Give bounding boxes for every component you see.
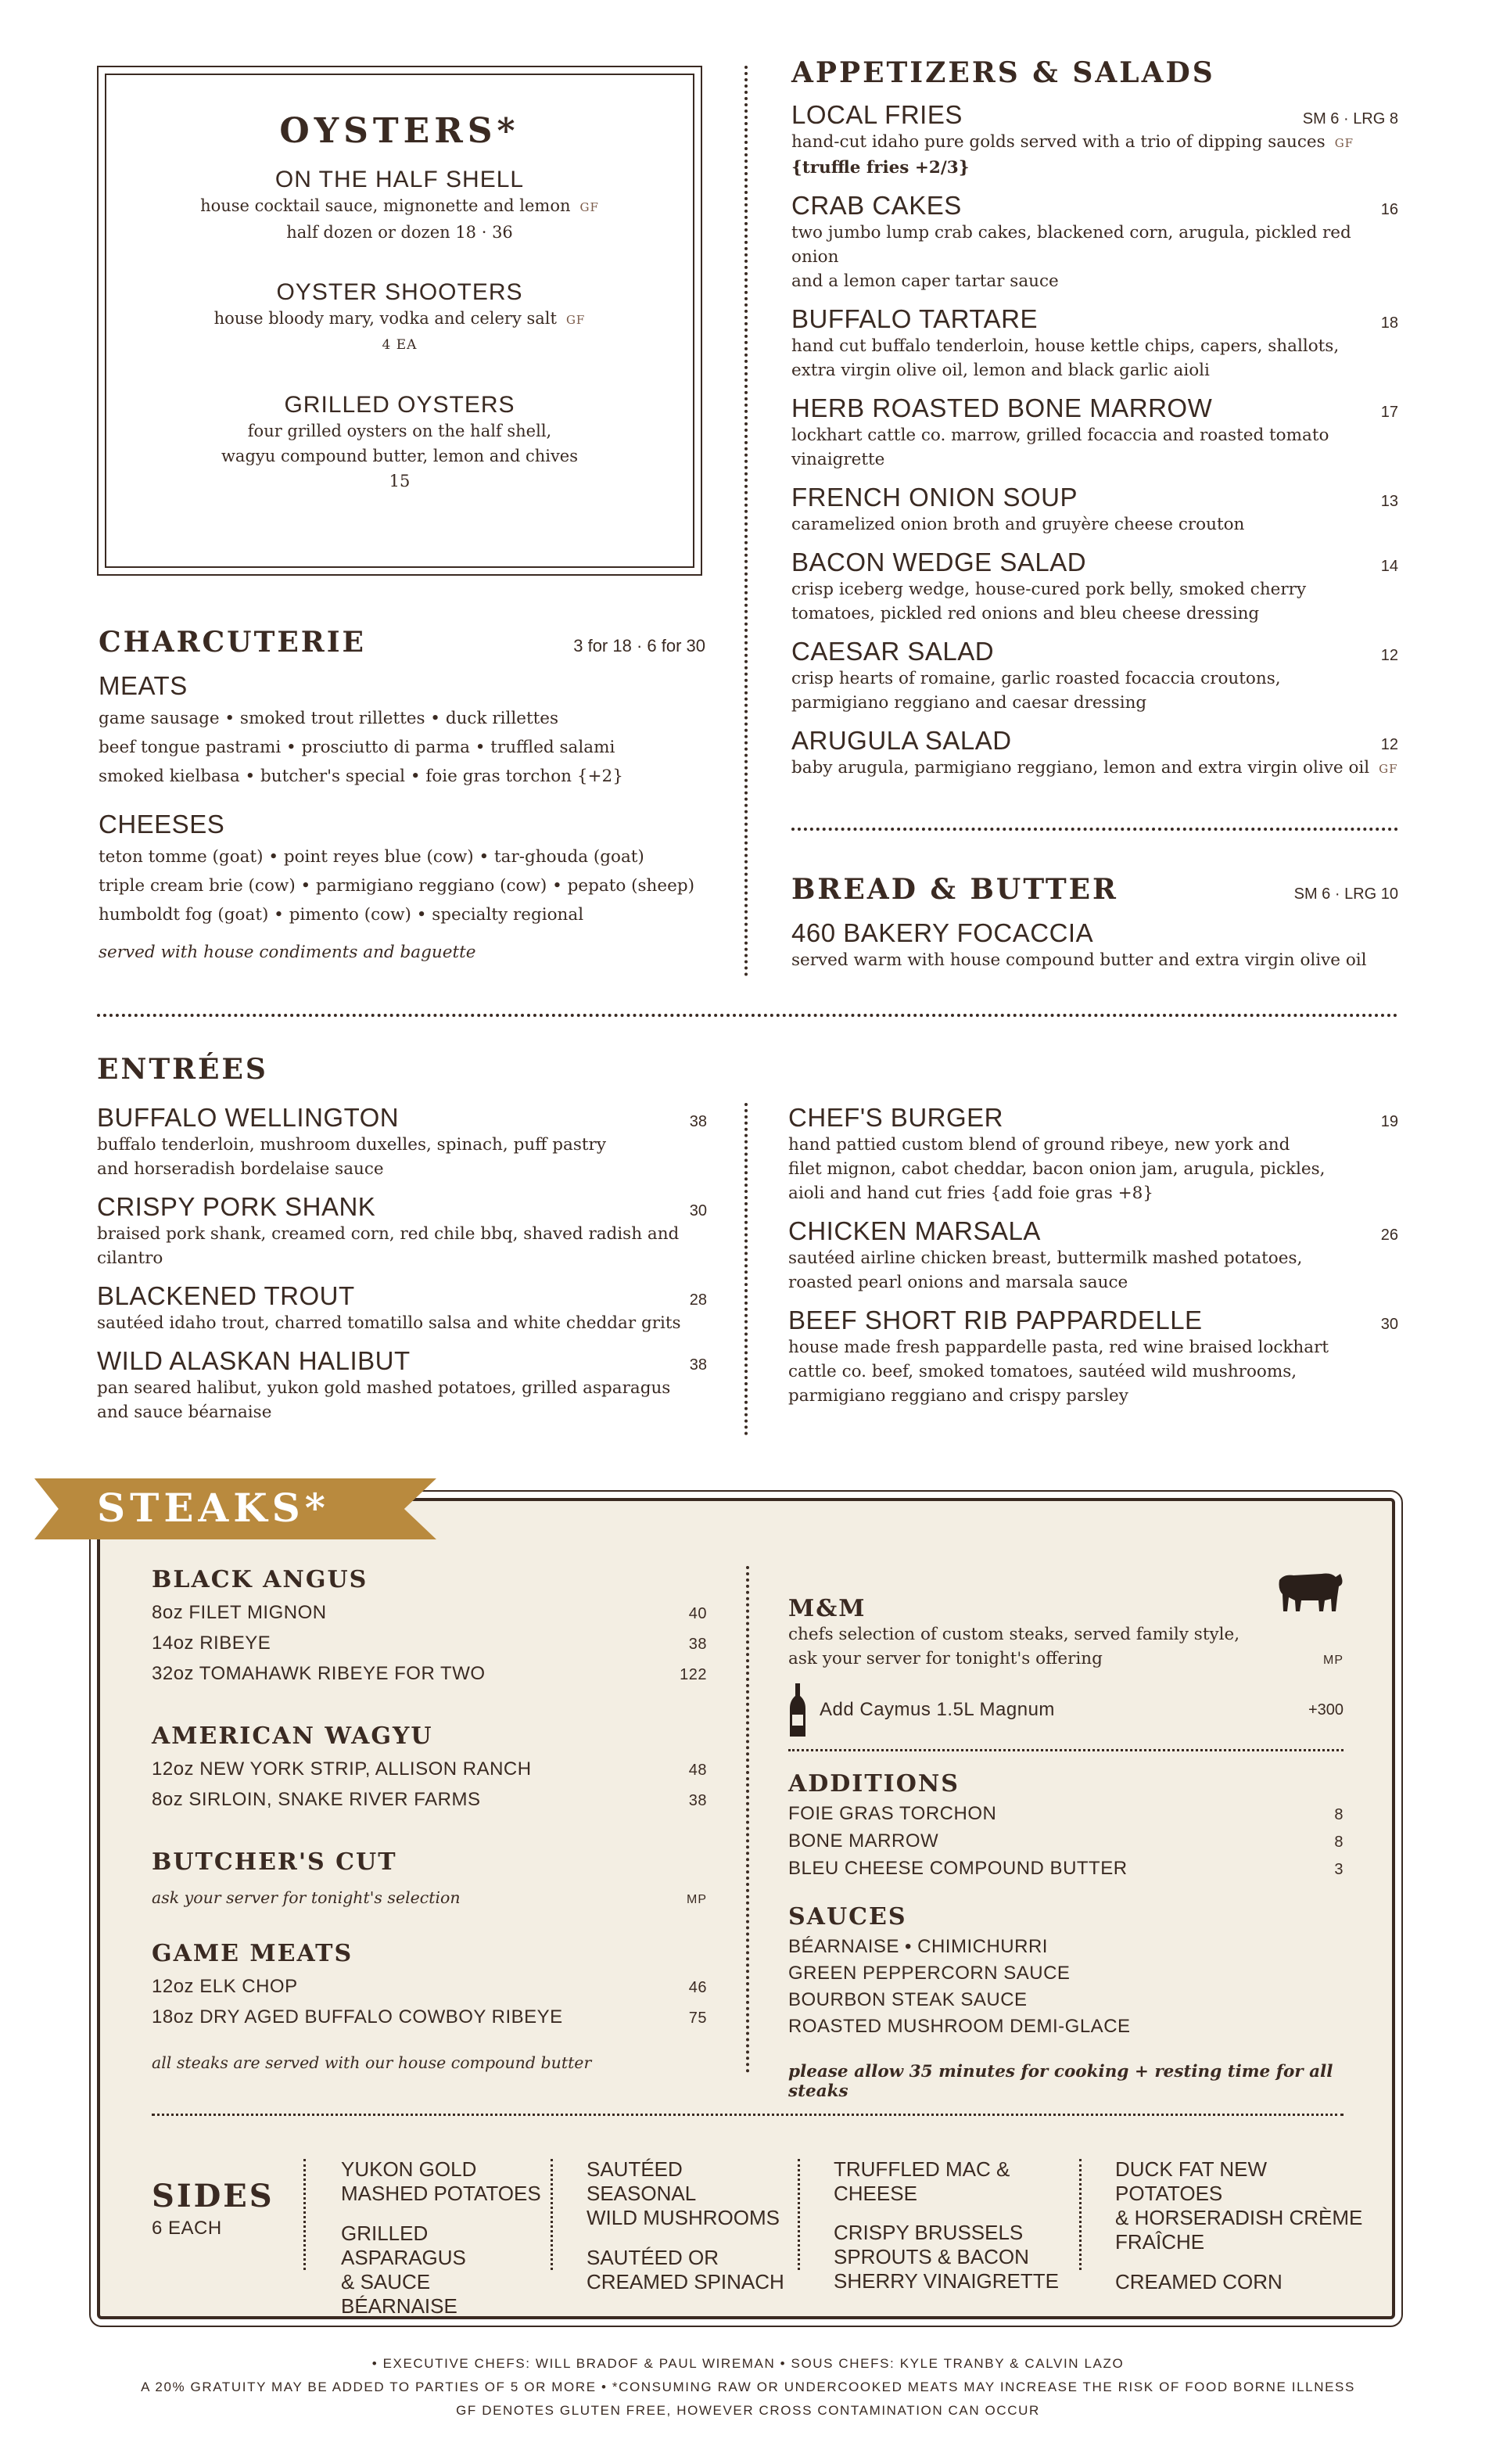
charcuterie-note: served with house condiments and baguette	[99, 943, 476, 962]
butchers-cut-row	[152, 1888, 707, 1907]
item-price: 19	[1380, 1113, 1398, 1130]
footer-gratuity: A 20% GRATUITY MAY BE ADDED TO PARTIES OF 5 OR MORE • *CONSUMING RAW OR UNDERCOOKED MEATS MAY INCREASE THE RISK OF FOOD BORNE ILLNESS	[141, 2380, 1355, 2394]
menu-item	[791, 393, 1398, 472]
sides-divider-3	[798, 2159, 800, 2270]
item-price: 16	[1380, 201, 1398, 218]
bread-price: SM 6 · LRG 10	[1293, 885, 1398, 903]
sauces-list	[788, 1934, 1344, 2040]
wagyu-list	[152, 1755, 707, 1816]
footer-chefs: • EXECUTIVE CHEFS: WILL BRADOF & PAUL WIREMAN • SOUS CHEFS: KYLE TRANBY & CALVIN LAZO	[371, 2356, 1125, 2371]
entrees-column-divider	[744, 1103, 748, 1435]
side-item: SAUTÉED OR CREAMED SPINACH	[587, 2246, 784, 2293]
item-price: 14	[1380, 558, 1398, 575]
butchers-cut-price: MP	[687, 1893, 707, 1906]
item-price: 38	[689, 1113, 707, 1130]
sides-column-1	[341, 2157, 552, 2319]
oyster-item-desc: four grilled oysters on the half shell,	[247, 422, 552, 440]
addition-item: BONE MARROW 8	[788, 1830, 1344, 1852]
item-name: BACON WEDGE SALAD	[791, 548, 1087, 576]
steaks-right-note: please allow 35 minutes for cooking + resting time for all steaks	[788, 2062, 1333, 2101]
steak-item: 12oz NEW YORK STRIP, ALLISON RANCH 48	[152, 1758, 707, 1780]
oyster-item-name: GRILLED OYSTERS	[284, 392, 515, 418]
item-name: CAESAR SALAD	[791, 637, 995, 666]
sauces-title: SAUCES	[788, 1903, 907, 1931]
black-angus-title: BLACK ANGUS	[152, 1566, 368, 1593]
appetizers-section	[791, 56, 1398, 781]
item-name: BUFFALO WELLINGTON	[97, 1103, 400, 1132]
bread-item-desc: served warm with house compound butter and extra virgin olive oil	[791, 950, 1367, 970]
oyster-item-price: half dozen or dozen 18 · 36	[286, 223, 513, 242]
item-price: 30	[1380, 1316, 1398, 1333]
steaks-left-column	[152, 1566, 707, 2072]
item-desc: crisp iceberg wedge, house-cured pork belly, smoked cherry	[791, 580, 1307, 599]
mm-addon-row	[788, 1682, 1344, 1738]
oyster-item-desc: wagyu compound butter, lemon and chives	[221, 447, 579, 465]
meats-list: game sausage • smoked trout rillettes • duck rillettes beef tongue pastrami • prosciutto di parma • truffled salami smoked kielbasa • butcher's special • foie gras torchon {+2}	[99, 709, 623, 786]
menu-item	[97, 1103, 707, 1181]
side-item: CREAMED CORN	[1115, 2270, 1283, 2293]
side-item: GRILLED ASPARAGUS & SAUCE BÉARNAISE	[341, 2222, 466, 2318]
item-desc: braised pork shank, creamed corn, red chile bbq, shaved radish and cilantro	[97, 1224, 680, 1268]
steak-item: 8oz SIRLOIN, SNAKE RIVER FARMS 38	[152, 1789, 707, 1810]
oyster-item-desc: house bloody mary, vodka and celery salt GF	[213, 309, 586, 328]
steaks-banner-title: STEAKS*	[97, 1485, 330, 1531]
item-name: ARUGULA SALAD	[791, 726, 1012, 755]
side-item: CRISPY BRUSSELS SPROUTS & BACON SHERRY VINAIGRETTE	[834, 2221, 1059, 2293]
item-addon: {truffle fries +2/3}	[791, 158, 970, 178]
oyster-item-desc: house cocktail sauce, mignonette and lemon GF	[200, 196, 599, 215]
item-desc: aioli and hand cut fries {add foie gras +8}	[788, 1184, 1153, 1203]
item-desc: extra virgin olive oil, lemon and black garlic aioli	[791, 361, 1210, 380]
sides-price: 6 EACH	[152, 2218, 222, 2239]
item-price: 26	[1380, 1227, 1398, 1244]
mm-divider	[788, 1749, 1344, 1751]
gluten-free-badge: GF	[565, 313, 586, 327]
item-name: CHEF'S BURGER	[788, 1103, 1003, 1132]
wine-bottle-icon	[788, 1682, 807, 1738]
item-name: BEEF SHORT RIB PAPPARDELLE	[788, 1306, 1203, 1334]
sides-divider	[152, 2114, 1344, 2116]
menu-item	[791, 548, 1398, 626]
steak-item: 32oz TOMAHAWK RIBEYE FOR TWO 122	[152, 1663, 707, 1684]
item-desc: buffalo tenderloin, mushroom duxelles, spinach, puff pastry	[97, 1135, 606, 1155]
charcuterie-title: CHARCUTERIE	[99, 626, 366, 659]
item-price: 18	[1380, 314, 1398, 332]
sides-divider-4	[1079, 2159, 1082, 2270]
item-price: 30	[689, 1202, 707, 1219]
item-price: 17	[1380, 404, 1398, 421]
mm-addon-price: +300	[1308, 1701, 1344, 1719]
oyster-item-name: OYSTER SHOOTERS	[276, 279, 523, 305]
meats-heading: MEATS	[99, 671, 188, 700]
additions-list	[788, 1801, 1344, 1883]
item-desc: and sauce béarnaise	[97, 1403, 272, 1422]
side-item: YUKON GOLD MASHED POTATOES	[341, 2157, 541, 2205]
bread-title: BREAD & BUTTER	[791, 873, 1118, 906]
steak-item: 18oz DRY AGED BUFFALO COWBOY RIBEYE 75	[152, 2006, 707, 2028]
additions-title: ADDITIONS	[788, 1770, 960, 1798]
steaks-left-note: all steaks are served with our house compound butter	[152, 2053, 592, 2072]
item-name: LOCAL FRIES	[791, 100, 963, 129]
mm-price: MP	[1323, 1654, 1344, 1667]
appetizers-divider	[791, 828, 1398, 831]
item-desc: cattle co. beef, smoked tomatoes, sautéed wild mushrooms,	[788, 1362, 1297, 1381]
item-price: 28	[689, 1291, 707, 1309]
sides-column-3	[834, 2157, 1068, 2293]
item-desc: tomatoes, pickled red onions and bleu cheese dressing	[791, 604, 1260, 623]
appetizers-title: APPETIZERS & SALADS	[791, 56, 1215, 89]
sides-title: SIDES	[152, 2178, 274, 2214]
footer-gluten-free: GF DENOTES GLUTEN FREE, HOWEVER CROSS CONTAMINATION CAN OCCUR	[456, 2403, 1040, 2418]
item-desc: caramelized onion broth and gruyère cheese crouton	[791, 515, 1245, 534]
black-angus-list	[152, 1598, 707, 1690]
addition-item: BLEU CHEESE COMPOUND BUTTER 3	[788, 1858, 1344, 1879]
item-desc: house made fresh pappardelle pasta, red wine braised lockhart	[788, 1338, 1329, 1357]
oysters-title: OYSTERS*	[279, 111, 520, 151]
item-price: 38	[689, 1356, 707, 1374]
menu-item	[97, 1192, 707, 1270]
steak-item: 14oz RIBEYE 38	[152, 1632, 707, 1654]
item-name: CRAB CAKES	[791, 191, 962, 220]
item-desc: sautéed airline chicken breast, buttermilk mashed potatoes,	[788, 1248, 1303, 1268]
oysters-box	[97, 66, 702, 576]
item-desc: and a lemon caper tartar sauce	[791, 271, 1059, 291]
item-name: CHICKEN MARSALA	[788, 1216, 1041, 1245]
menu-item	[791, 637, 1398, 715]
oysters-inner-frame	[105, 74, 694, 568]
butchers-cut-title: BUTCHER'S CUT	[152, 1848, 397, 1876]
wagyu-title: AMERICAN WAGYU	[152, 1722, 433, 1750]
item-name: BLACKENED TROUT	[97, 1281, 355, 1310]
oyster-item-price: 4 EA	[382, 337, 418, 353]
menu-item	[791, 726, 1398, 781]
menu-item	[791, 191, 1398, 293]
sides-heading	[152, 2178, 274, 2240]
bread-item-name: 460 BAKERY FOCACCIA	[791, 918, 1094, 947]
sides-column-2	[587, 2157, 798, 2294]
menu-item	[791, 100, 1398, 180]
side-item: TRUFFLED MAC & CHEESE	[834, 2157, 1010, 2205]
entrees-title: ENTRÉES	[97, 1053, 268, 1086]
gluten-free-badge: GF	[579, 200, 599, 214]
entrees-left-column	[97, 1103, 707, 1424]
item-desc: baby arugula, parmigiano reggiano, lemon and extra virgin olive oil GF	[791, 758, 1398, 778]
sauce-item: ROASTED MUSHROOM DEMI-GLACE	[788, 2016, 1131, 2037]
menu-item	[788, 1216, 1398, 1295]
sides-column-4	[1115, 2157, 1365, 2294]
sides-divider-2	[551, 2159, 553, 2270]
sauce-item: BOURBON STEAK SAUCE	[788, 1989, 1028, 2010]
steak-item: 12oz ELK CHOP 46	[152, 1976, 707, 1997]
item-desc: and horseradish bordelaise sauce	[97, 1159, 384, 1179]
item-desc: two jumbo lump crab cakes, blackened corn, arugula, pickled red onion	[791, 223, 1351, 267]
mm-addon	[788, 1682, 1055, 1738]
menu-item	[791, 304, 1398, 383]
item-desc: parmigiano reggiano and crispy parsley	[788, 1386, 1128, 1406]
mm-header	[788, 1566, 1344, 1622]
menu-item	[788, 1306, 1398, 1408]
bread-section	[791, 873, 1398, 972]
oyster-item-price: 15	[389, 472, 411, 490]
menu-item	[791, 483, 1398, 537]
item-desc: lockhart cattle co. marrow, grilled focaccia and roasted tomato vinaigrette	[791, 426, 1329, 469]
mm-addon-label: Add Caymus 1.5L Magnum	[820, 1699, 1055, 1720]
gluten-free-badge: GF	[1379, 762, 1398, 776]
item-price: 12	[1380, 736, 1398, 753]
side-item: SAUTÉED SEASONAL WILD MUSHROOMS	[587, 2157, 780, 2229]
item-desc: pan seared halibut, yukon gold mashed potatoes, grilled asparagus	[97, 1378, 671, 1398]
entrees-right-column	[788, 1103, 1398, 1408]
section-divider	[97, 1014, 1398, 1017]
addition-item: FOIE GRAS TORCHON 8	[788, 1803, 1344, 1824]
oyster-item-name: ON THE HALF SHELL	[274, 167, 525, 192]
cow-icon	[1273, 1566, 1344, 1616]
mm-title: M&M	[788, 1595, 866, 1622]
sides-divider-1	[303, 2159, 306, 2270]
cheeses-heading: CHEESES	[99, 810, 225, 839]
item-desc: parmigiano reggiano and caesar dressing	[791, 693, 1147, 713]
game-meats-list	[152, 1972, 707, 2033]
steaks-right-column	[788, 1566, 1344, 2101]
mm-desc: chefs selection of custom steaks, served family style,	[788, 1625, 1240, 1644]
charcuterie-price: 3 for 18 · 6 for 30	[573, 636, 705, 656]
item-price: SM 6 · LRG 8	[1302, 110, 1398, 128]
game-meats-title: GAME MEATS	[152, 1940, 353, 1967]
side-item: DUCK FAT NEW POTATOES & HORSERADISH CRÈME FRAÎCHE	[1115, 2157, 1363, 2254]
item-desc: roasted pearl onions and marsala sauce	[788, 1273, 1128, 1292]
mm-desc-row	[788, 1647, 1344, 1671]
item-name: FRENCH ONION SOUP	[791, 483, 1078, 512]
mm-desc: ask your server for tonight's offering	[788, 1649, 1103, 1668]
item-desc: crisp hearts of romaine, garlic roasted focaccia croutons,	[791, 669, 1281, 688]
item-name: HERB ROASTED BONE MARROW	[791, 393, 1213, 422]
item-desc: filet mignon, cabot cheddar, bacon onion jam, arugula, pickles,	[788, 1159, 1326, 1179]
menu-item	[97, 1281, 707, 1335]
item-desc: sautéed idaho trout, charred tomatillo salsa and white cheddar grits	[97, 1313, 681, 1333]
cheeses-list: teton tomme (goat) • point reyes blue (cow) • tar-ghouda (goat) triple cream brie (cow) • parmigiano reggiano (cow) • pepato (sheep) humboldt fog (goat) • pimento (cow) • specialty regional	[99, 847, 694, 925]
item-name: CRISPY PORK SHANK	[97, 1192, 376, 1221]
sauce-item: BÉARNAISE • CHIMICHURRI	[788, 1936, 1048, 1957]
butchers-cut-note: ask your server for tonight's selection	[152, 1888, 461, 1907]
item-price: 13	[1380, 493, 1398, 510]
sauce-item: GREEN PEPPERCORN SAUCE	[788, 1963, 1071, 1984]
item-name: BUFFALO TARTARE	[791, 304, 1038, 333]
steaks-column-divider	[746, 1566, 749, 2073]
item-desc: hand-cut idaho pure golds served with a trio of dipping sauces GF	[791, 132, 1354, 152]
charcuterie-section	[99, 626, 705, 964]
item-price: 12	[1380, 647, 1398, 664]
steak-item: 8oz FILET MIGNON 40	[152, 1602, 707, 1623]
gluten-free-badge: GF	[1334, 136, 1354, 150]
menu-item	[97, 1346, 707, 1424]
item-name: WILD ALASKAN HALIBUT	[97, 1346, 411, 1375]
item-desc: hand pattied custom blend of ground ribeye, new york and	[788, 1135, 1290, 1155]
menu-item	[788, 1103, 1398, 1205]
item-desc: hand cut buffalo tenderloin, house kettle chips, capers, shallots,	[791, 336, 1340, 356]
top-column-divider	[744, 66, 748, 977]
